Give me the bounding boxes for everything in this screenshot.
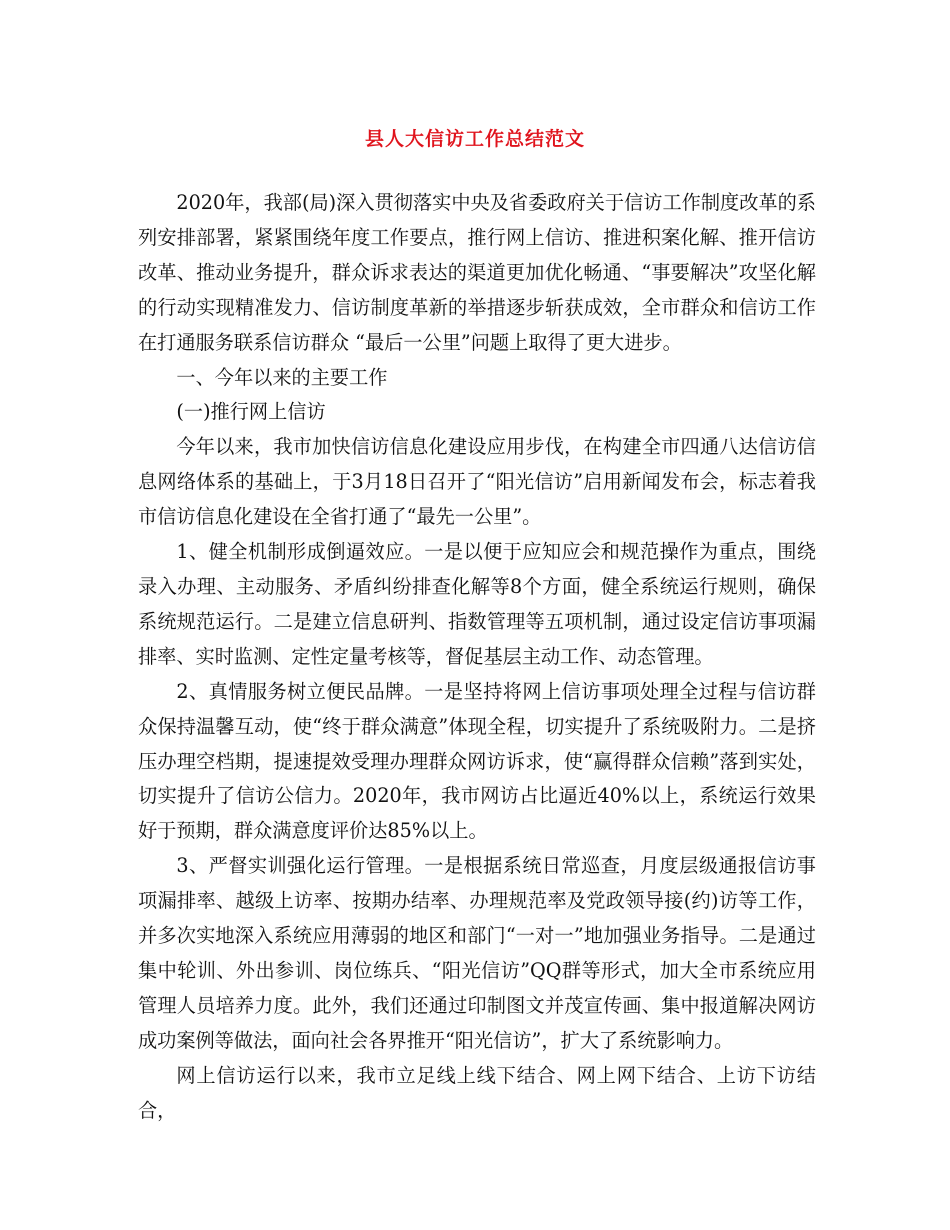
paragraph-item-1: 1、健全机制形成倒逼效应。一是以便于应知应会和规范操作为重点，围绕录入办理、主动服务、矛盾纠纷排查化解等8个方面，健全系统运行规则，确保系统规范运行。二是建立信息研判、指数管理等五项机制，通过设定信访事项漏排率、实时监测、定性定量考核等，督促基层主动工作、动态管理。 bbox=[138, 540, 816, 668]
paragraph-item-3: 3、严督实训强化运行管理。一是根据系统日常巡查，月度层级通报信访事项漏排率、越级上访率、按期办结率、办理规范率及党政领导接(约)访等工作，并多次实地深入系统应用薄弱的地区和部门“一对一”地加强业务指导。二是通过集中轮训、外出参训、岗位练兵、“阳光信访”QQ群等形式，加大全市系统应用管理人员培养力度。此外，我们还通过印制图文并茂宣传画、集中报道解决网访成功案例等做法，面向社会各界推开“阳光信访”，扩大了系统影响力。 bbox=[138, 854, 816, 1052]
paragraph-intro: 2020年，我部(局)深入贯彻落实中央及省委政府关于信访工作制度改革的系列安排部署，紧紧围绕年度工作要点，推行网上信访、推进积案化解、推开信访改革、推动业务提升，群众诉求表达的渠道更加优化畅通、“事要解决”攻坚化解的行动实现精准发力、信访制度革新的举措逐步斩获成效，全市群众和信访工作在打通服务联系信访群众 “最后一公里”问题上取得了更大进步。 bbox=[138, 191, 816, 354]
document-title: 县人大信访工作总结范文 bbox=[364, 128, 585, 150]
paragraph-continuation: 网上信访运行以来，我市立足线上线下结合、网上网下结合、上访下访结合， bbox=[138, 1063, 816, 1122]
section-heading-main-work: 一、今年以来的主要工作 bbox=[176, 365, 388, 389]
document-body bbox=[138, 186, 816, 1128]
subsection-heading-online-petition: (一)推行网上信访 bbox=[176, 400, 326, 424]
paragraph-online-petition: 今年以来，我市加快信访信息化建设应用步伐，在构建全市四通八达信访信息网络体系的基础上，于3月18日召开了“阳光信访”启用新闻发布会，标志着我市信访信息化建设在全省打通了“最先一公里”。 bbox=[138, 435, 816, 529]
paragraph-item-2: 2、真情服务树立便民品牌。一是坚持将网上信访事项处理全过程与信访群众保持温馨互动，使“终于群众满意”体现全程，切实提升了系统吸附力。二是挤压办理空档期，提速提效受理办理群众网访诉求，使“赢得群众信赖”落到实处，切实提升了信访公信力。2020年，我市网访占比逼近40%以上，系统运行效果好于预期，群众满意度评价达85%以上。 bbox=[138, 679, 816, 843]
